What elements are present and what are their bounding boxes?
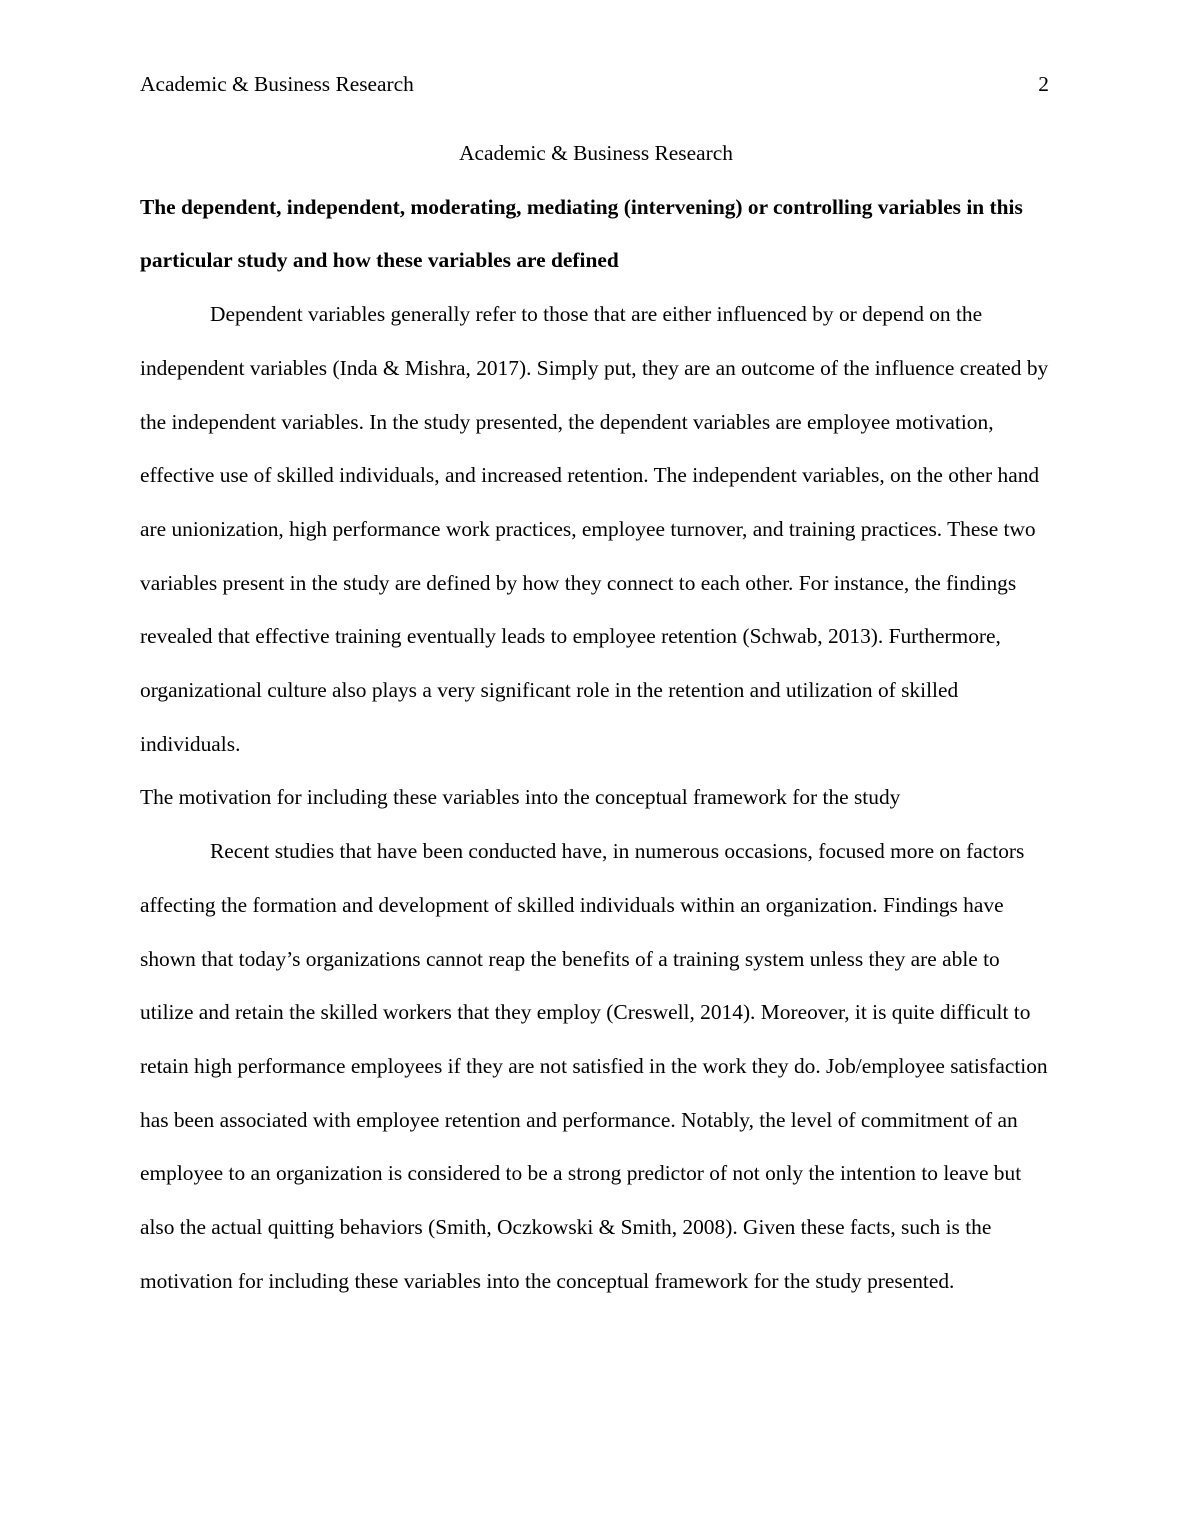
section-heading-variables: The dependent, independent, moderating, mediating (intervening) or controlling variables in this particular study and how these variables are defined xyxy=(140,194,1023,273)
paragraph-variables: Dependent variables generally refer to those that are either influenced by or depend on the independent variables (Inda & Mishra, 2017). Simply put, they are an outcome of the influence created by the independent variables. In the study presented, the dependent variables are employee motivation, effective use of skilled individuals, and increased retention. The independent variables, on the other hand are unionization, high performance work practices, employee turnover, and training practices. These two variables present in the study are defined by how they connect to each other. For instance, the findings revealed that effective training eventually leads to employee retention (Schwab, 2013). Furthermore, organizational culture also plays a very significant role in the retention and utilization of skilled individuals. xyxy=(140,302,1049,756)
running-head-title: Academic & Business Research xyxy=(140,72,414,96)
page-number: 2 xyxy=(1038,72,1049,96)
page-header xyxy=(140,70,1049,98)
paragraph-motivation: Recent studies that have been conducted have, in numerous occasions, focused more on factors affecting the formation and development of skilled individuals within an organization. Findings have shown that today’s organizations cannot reap the benefits of a training system unless they are able to utilize and retain the skilled workers that they employ (Creswell, 2014). Moreover, it is quite difficult to retain high performance employees if they are not satisfied in the work they do. Job/employee satisfaction has been associated with employee retention and performance. Notably, the level of commitment of an employee to an organization is considered to be a strong predictor of not only the intention to leave but also the actual quitting behaviors (Smith, Oczkowski & Smith, 2008). Given these facts, such is the motivation for including these variables into the conceptual framework for the study presented. xyxy=(140,839,1048,1293)
document-body xyxy=(140,127,1052,1308)
document-title: Academic & Business Research xyxy=(459,141,733,165)
section-heading-motivation: The motivation for including these variables into the conceptual framework for the study xyxy=(140,785,901,810)
